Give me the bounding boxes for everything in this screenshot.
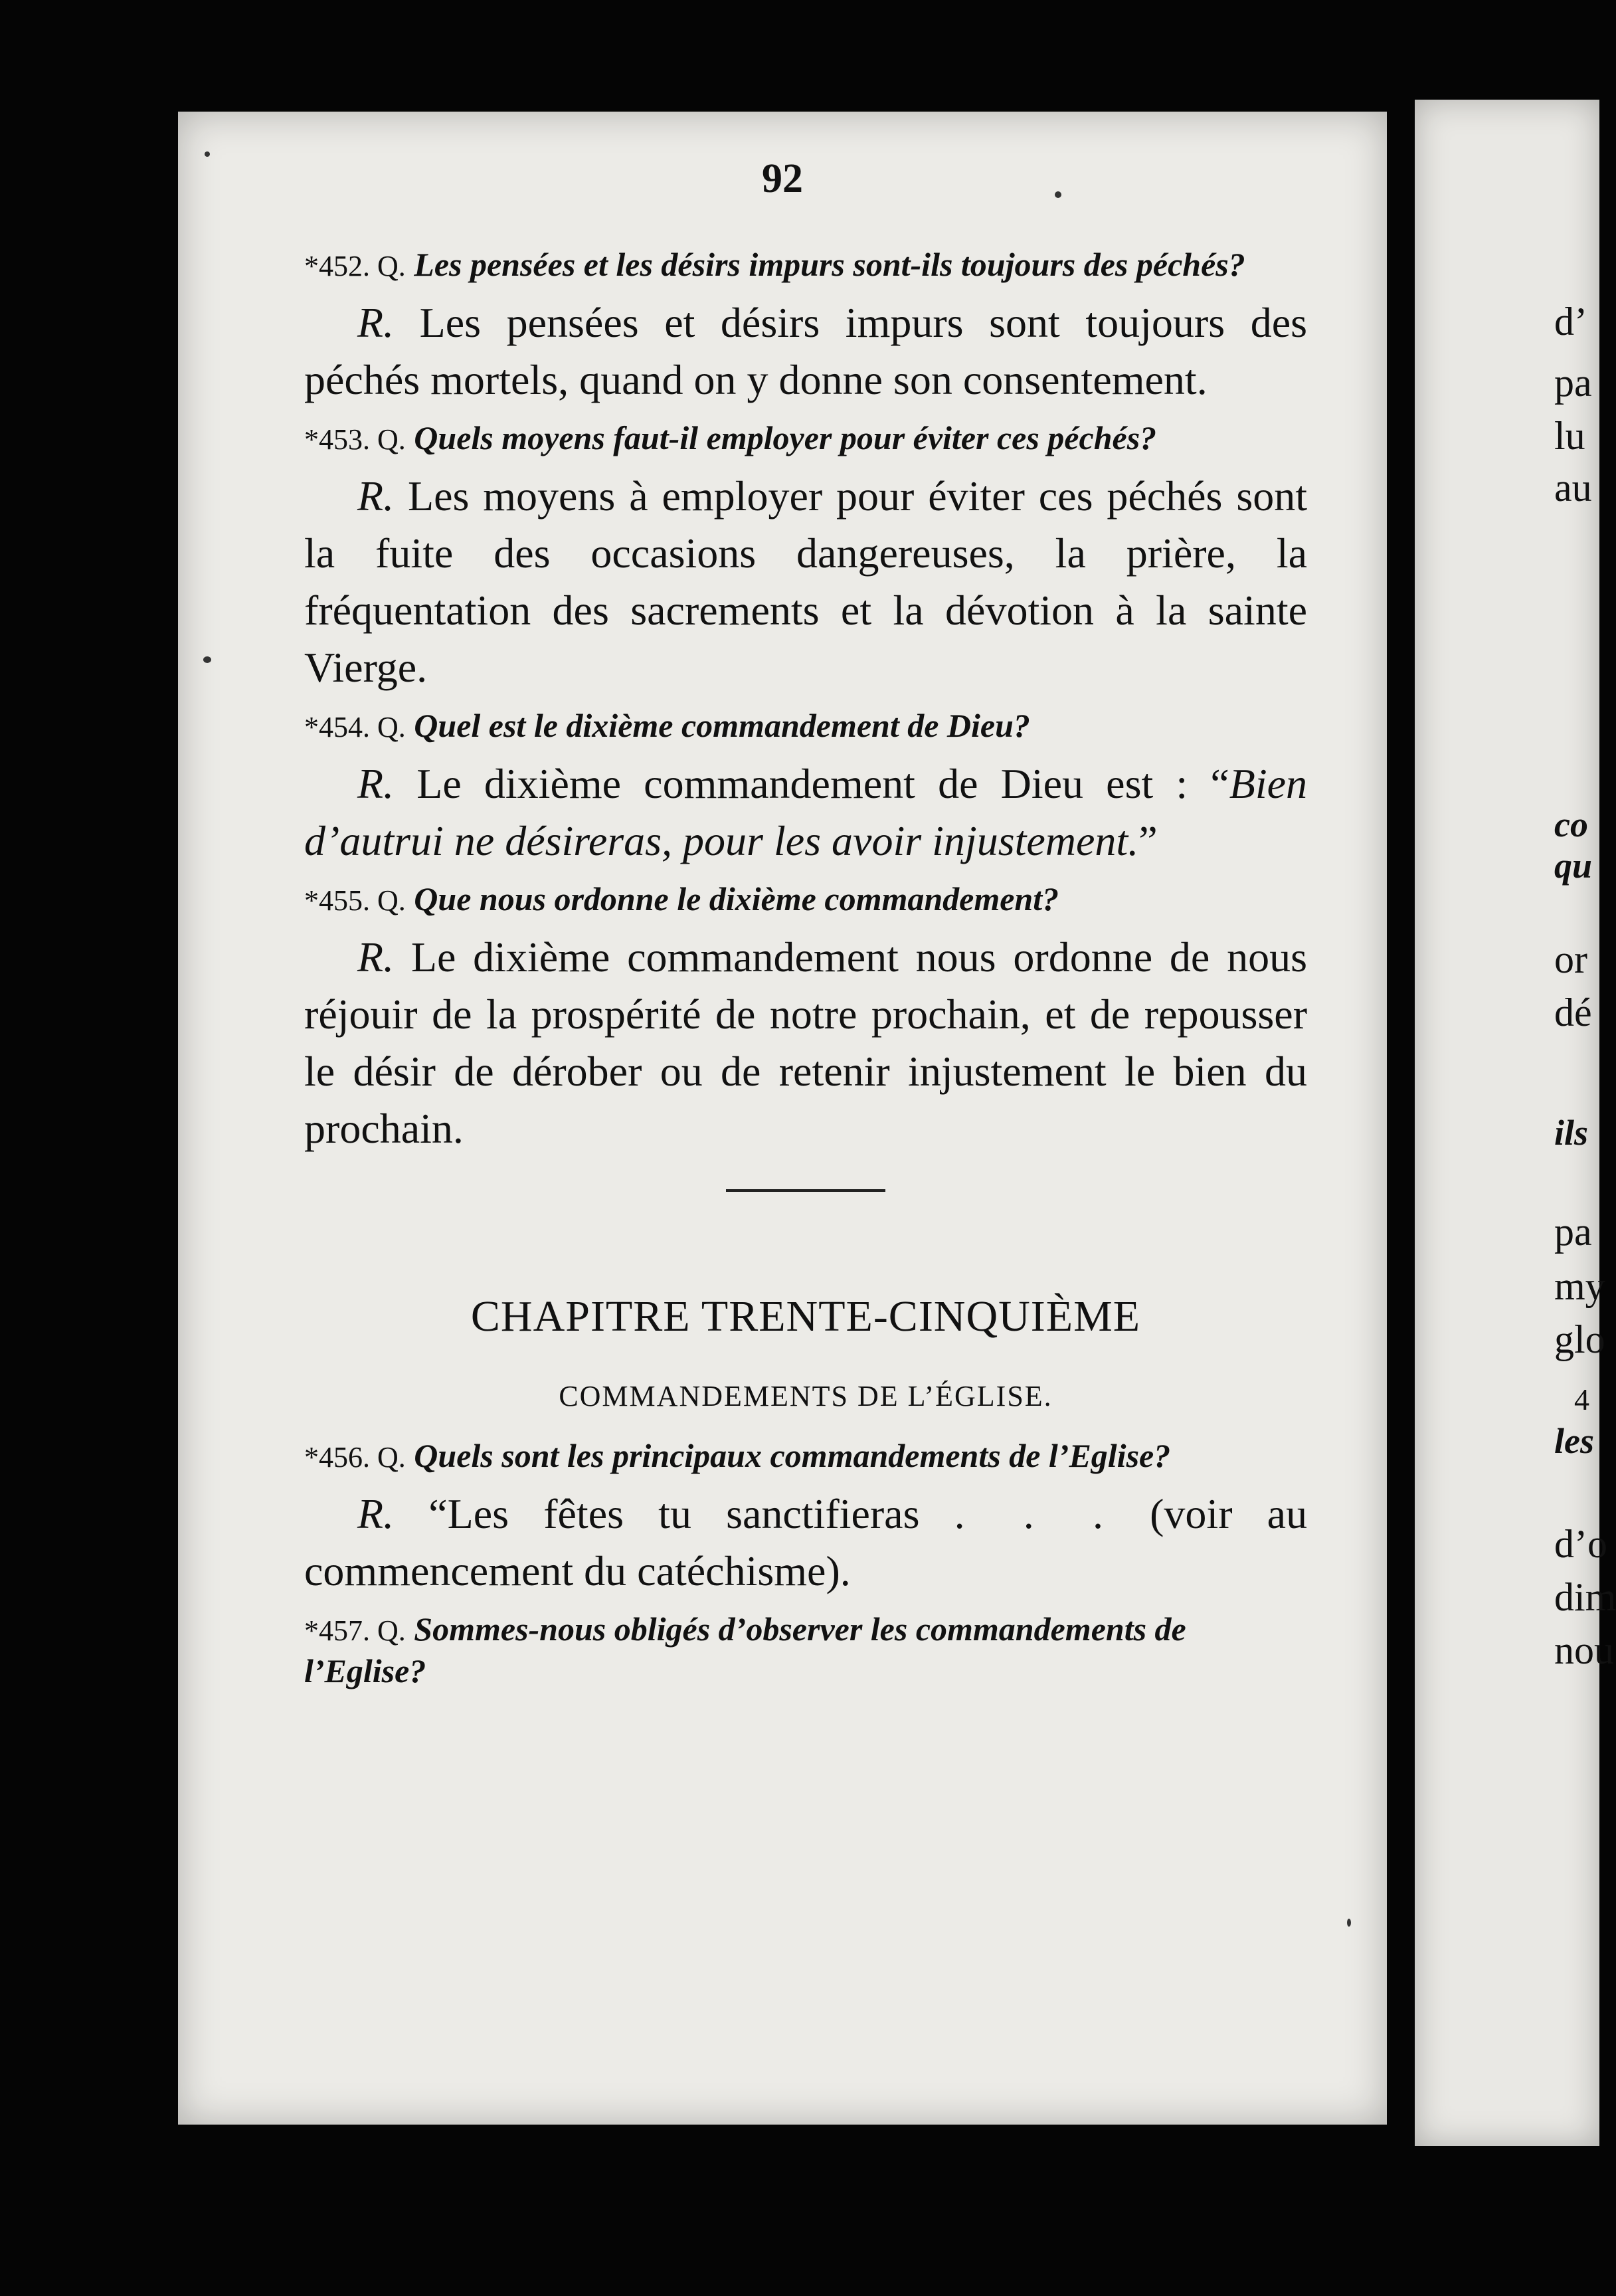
answer-label: R. (357, 472, 395, 520)
next-page-fragment: glo (1554, 1317, 1605, 1361)
answer-text: Le dixième commandement nous ordonne de nous réjouir de la prospérité de notre prochain, et de repousser le désir de dérober ou de retenir injustement le bien du prochain. (304, 933, 1308, 1152)
answer-quote: Bien d’autrui ne désireras, pour les avoir injustement. (304, 760, 1307, 864)
next-page-fragment: dé (1554, 991, 1592, 1034)
next-page-fragment: nou (1554, 1628, 1614, 1672)
chapter-title: CHAPITRE TRENTE-CINQUIÈME (470, 1292, 1141, 1341)
question-number: *455. Q. (304, 884, 406, 917)
answer-text: Les moyens à employer pour éviter ces péchés sont la fuite des occasions dangereuses, la prière, la fréquentation des sacrements et la dévotion à la sainte Vierge. (304, 472, 1308, 691)
answer-label: R. (357, 299, 395, 346)
next-page-fragment: qu (1554, 846, 1593, 886)
question-text: Les pensées et les désirs impurs sont-ils toujours des péchés? (414, 246, 1245, 283)
next-page-fragment: au (1554, 466, 1592, 510)
question-text: Que nous ordonne le dixième commandement? (414, 880, 1059, 917)
question-452 (304, 244, 1307, 286)
answer-text: “Les fêtes tu sanctifieras (428, 1490, 920, 1537)
chapter-subtitle: COMMANDEMENTS DE L’ÉGLISE. (559, 1380, 1053, 1412)
next-page-fragment: lu (1554, 414, 1585, 458)
answer-quote-close: ” (1138, 817, 1158, 864)
question-number: *456. Q. (304, 1441, 406, 1474)
next-page-fragment: dim (1554, 1575, 1616, 1619)
question-text: Quel est le dixième commandement de Dieu? (414, 707, 1030, 744)
next-page-fragment: or (1554, 937, 1587, 981)
page-number: 92 (762, 156, 803, 201)
next-page-fragment: pa (1554, 361, 1592, 405)
question-number: *453. Q. (304, 423, 406, 456)
answer-452 (304, 294, 1307, 409)
answer-label: R. (357, 933, 395, 981)
ink-speck (1055, 191, 1061, 198)
answer-text: Les pensées et désirs impurs sont toujours des péchés mortels, quand on y donne son consentement. (304, 299, 1308, 403)
next-page-fragment: pa (1554, 1210, 1592, 1254)
next-page-fragment: d’ (1554, 300, 1587, 343)
question-text: Quels sont les principaux commandements de l’Eglise? (414, 1437, 1171, 1474)
answer-label: R. (357, 1490, 395, 1537)
question-number: *457. Q. (304, 1614, 406, 1647)
book-page-right (1415, 100, 1616, 2146)
next-page-fragment: les (1554, 1421, 1594, 1461)
page-content (304, 244, 1307, 1691)
next-page-fragment: ils (1554, 1113, 1589, 1153)
next-page-fragment: co (1554, 805, 1588, 844)
question-455 (304, 879, 1307, 921)
next-page-fragment: d’o (1554, 1522, 1607, 1566)
next-page-fragment: 4 (1574, 1383, 1589, 1416)
answer-text: Le dixième commandement de Dieu est : “ (416, 760, 1229, 807)
answer-453 (304, 468, 1307, 696)
answer-456 (304, 1485, 1307, 1600)
answer-ellipsis: . . . (954, 1490, 1115, 1537)
question-text: Sommes-nous obligés d’observer les commandements de l’Eglise? (304, 1610, 1186, 1689)
next-page-fragment: my (1554, 1264, 1605, 1308)
question-453 (304, 418, 1307, 460)
question-454 (304, 706, 1307, 747)
ink-speck (205, 151, 210, 157)
question-number: *454. Q. (304, 711, 406, 743)
answer-454 (304, 755, 1307, 870)
section-divider (726, 1189, 885, 1192)
book-page-left (178, 112, 1387, 2125)
question-457 (304, 1609, 1307, 1691)
ink-speck (1347, 1919, 1351, 1927)
answer-label: R. (357, 760, 395, 807)
answer-text-end: (voir au commencement du catéchisme). (304, 1490, 1308, 1594)
question-456 (304, 1436, 1307, 1478)
ink-speck (203, 656, 211, 663)
answer-455 (304, 929, 1307, 1157)
question-text: Quels moyens faut-il employer pour éviter ces péchés? (414, 419, 1157, 456)
question-number: *452. Q. (304, 250, 406, 282)
